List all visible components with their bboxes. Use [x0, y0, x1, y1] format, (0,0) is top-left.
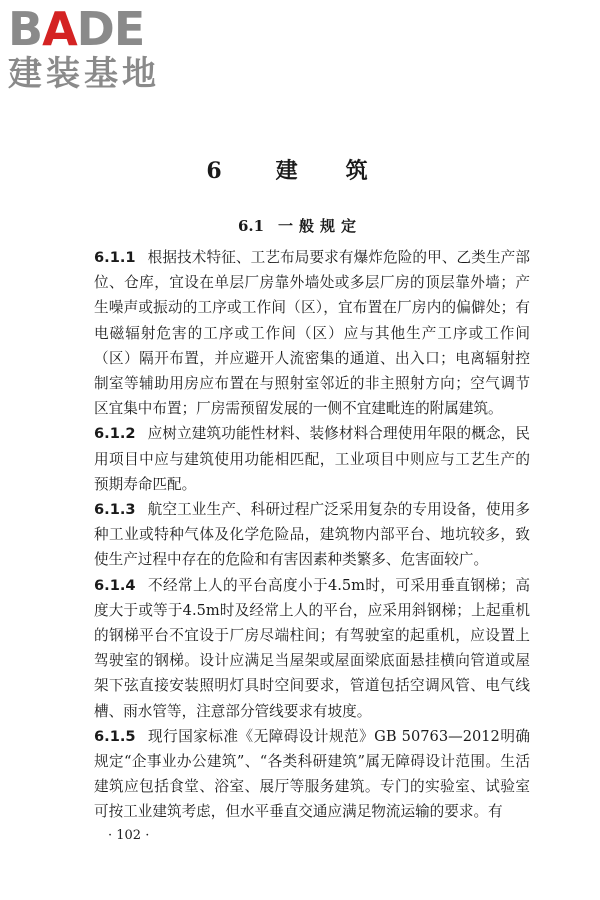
- chapter-title-char-2: 筑: [345, 158, 372, 184]
- body-content: [94, 245, 530, 825]
- clause-text: 航空工业生产、科研过程广泛采用复杂的专用设备，使用多种工业或特种气体及化学危险品，建筑物内部平台、地坑较多，致使生产过程中存在的危险和有害因素种类繁多、危害面较广。: [94, 501, 530, 569]
- clause-number: 6.1.5: [94, 727, 136, 745]
- chapter-number: 6: [206, 158, 226, 184]
- clause-text: 现行国家标准《无障碍设计规范》GB 50763—2012明确规定“企事业办公建筑”、“各类科研建筑”属无障碍设计范围。生活建筑应包括食堂、浴室、展厅等服务建筑。专门的实验室、试验室可按工业建筑考虑，但水平垂直交通应满足物流运输的要求。有: [94, 727, 530, 821]
- logo-subtitle: 建装基地: [8, 54, 160, 94]
- chapter-title-char-1: 建: [275, 158, 302, 184]
- clause-number: 6.1.3: [94, 501, 136, 519]
- section-number: 6.1: [237, 217, 265, 235]
- page-number: · 102 ·: [108, 828, 150, 843]
- clause-6-1-3: [94, 497, 530, 573]
- chapter-title: [0, 154, 600, 185]
- logo-wordmark: [8, 4, 160, 54]
- section-title: [0, 215, 600, 236]
- bade-logo: [8, 4, 160, 92]
- section-title-text: 一般规定: [278, 217, 363, 235]
- clause-6-1-4: [94, 573, 530, 724]
- clause-text: 不经常上人的平台高度小于4.5m时，可采用垂直钢梯；高度大于或等于4.5m时及经常上人的平台，应采用斜钢梯；上起重机的钢梯平台不宜设于厂房尽端柱间；有驾驶室的起重机，应设置上驾驶室的钢梯。设计应满足当屋架或屋面梁底面悬挂横向管道或屋架下弦直接安装照明灯具时空间要求，管道包括空调风管、电气线槽、雨水管等，注意部分管线要求有坡度。: [94, 576, 530, 720]
- logo-letters-de: DE: [76, 2, 145, 56]
- logo-letter-a: A: [42, 2, 77, 56]
- clause-number: 6.1.4: [94, 576, 136, 594]
- clause-text: 根据技术特征、工艺布局要求有爆炸危险的甲、乙类生产部位、仓库，宜设在单层厂房靠外墙处或多层厂房的顶层靠外墙；产生噪声或振动的工序或工作间（区），宜布置在厂房内的偏僻处；有电磁辐射危害的工序或工作间（区）应与其他生产工序或工作间（区）隔开布置，并应避开人流密集的通道、出入口；电离辐射控制室等辅助用房应布置在与照射室邻近的非主照射方向；空气调节区宜集中布置；厂房需预留发展的一侧不宜建毗连的附属建筑。: [94, 249, 530, 418]
- clause-number: 6.1.1: [94, 249, 136, 266]
- clause-6-1-1: [94, 245, 530, 421]
- logo-letter-b: B: [8, 2, 43, 56]
- clause-6-1-2: [94, 421, 530, 497]
- clause-number: 6.1.2: [94, 425, 136, 443]
- clause-6-1-5: [94, 724, 530, 825]
- clause-text: 应树立建筑功能性材料、装修材料合理使用年限的概念，民用项目中应与建筑使用功能相匹配，工业项目中则应与工艺生产的预期寿命匹配。: [94, 425, 530, 493]
